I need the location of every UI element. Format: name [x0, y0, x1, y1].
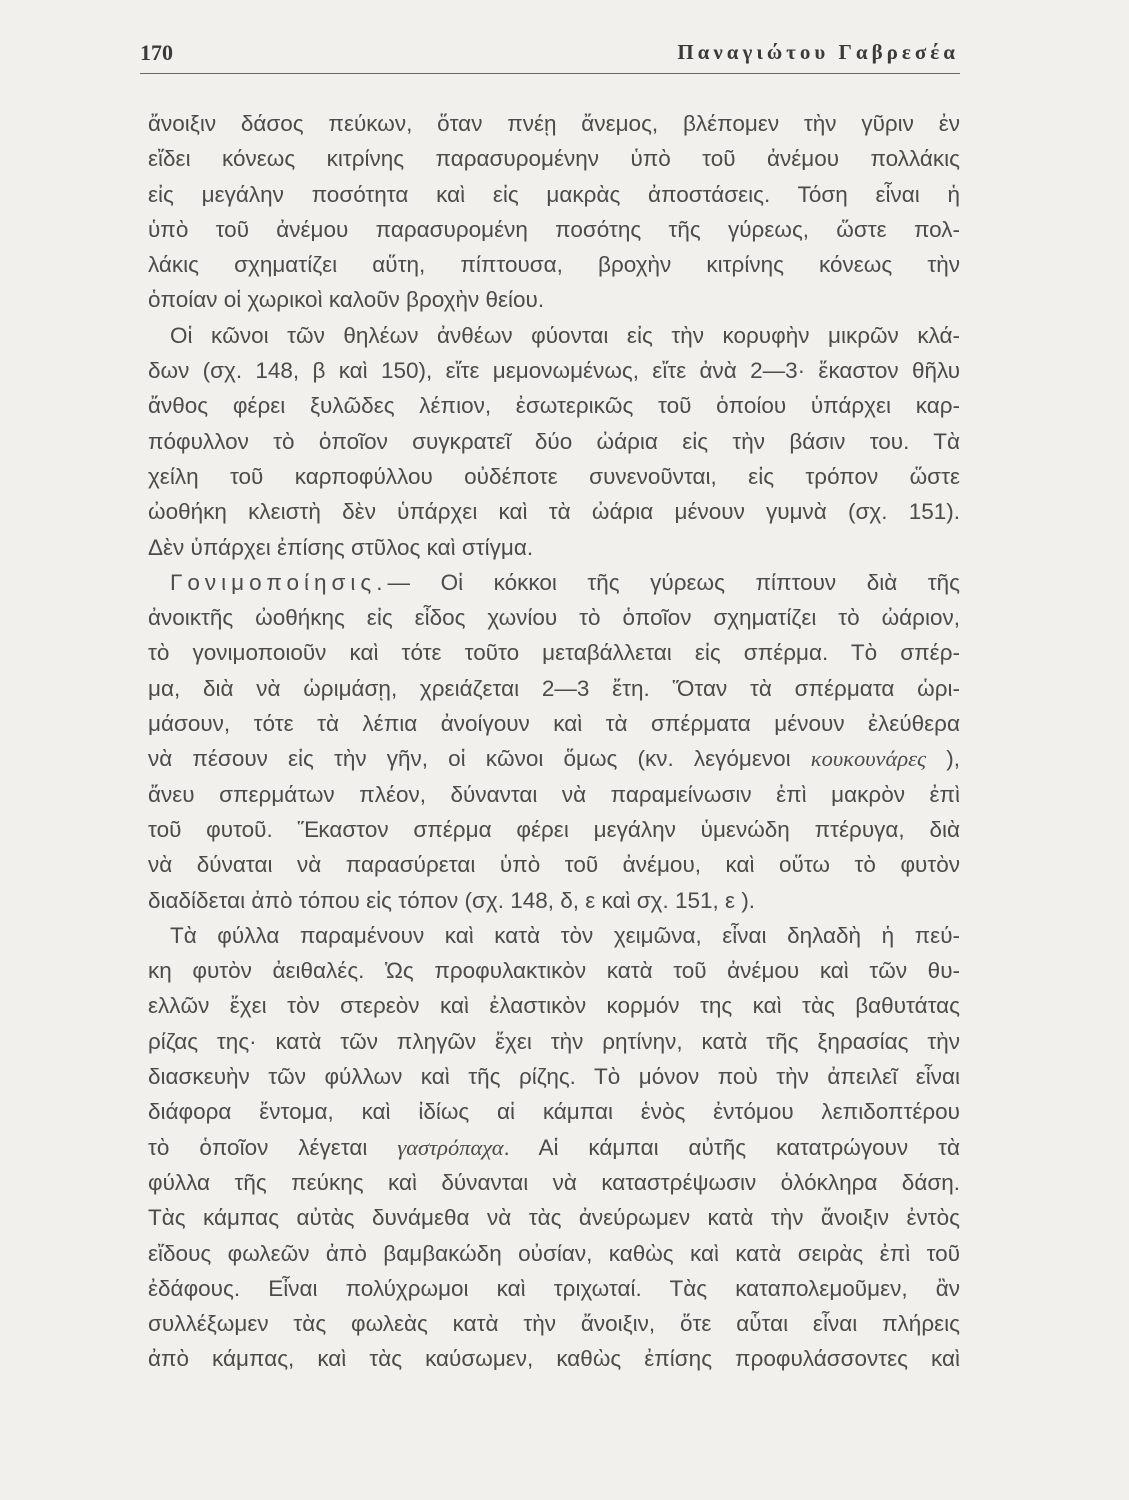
text-line [148, 459, 960, 494]
header-rule [140, 73, 960, 74]
text-line [148, 212, 960, 247]
text-line [148, 1094, 960, 1129]
text-segment: ὁποίαν οἱ χωρικοὶ καλοῦν βροχὴν θείου. [148, 287, 545, 313]
text-segment: νὰ δύναται νὰ παρασύρεται ὑπὸ τοῦ ἀνέμου, καὶ οὕτω τὸ φυτὸν [148, 852, 960, 878]
text-line [148, 777, 960, 812]
text-segment: τοῦ φυτοῦ. Ἕκαστον σπέρμα φέρει μεγάλην ὑμενώδη πτέρυγα, διὰ [148, 816, 960, 842]
text-line [148, 883, 960, 918]
text-segment: ἐδάφους. Εἶναι πολύχρωμοι καὶ τριχωταί. Τὰς καταπολεμοῦμεν, ἂν [148, 1275, 960, 1301]
text-segment: ἄνοιξιν δάσος πεύκων, ὅταν πνέῃ ἄνεμος, βλέπομεν τὴν γῦριν ἐν [148, 111, 960, 136]
text-segment: Δὲν ὑπάρχει ἐπίσης στῦλος καὶ στίγμα. [148, 534, 534, 560]
text-line [148, 282, 960, 317]
text-line [148, 953, 960, 988]
text-segment: . Αἱ κάμπαι αὐτῆς κατατρώγουν τὰ [503, 1134, 960, 1160]
text-line [148, 141, 960, 176]
text-segment: πόφυλλον τὸ ὁποῖον συγκρατεῖ δύο ὠάρια εἰς τὴν βάσιν του. Τὰ [148, 428, 960, 454]
text-line [148, 1271, 960, 1306]
text-segment: τὸ γονιμοποιοῦν καὶ τότε τοῦτο μεταβάλλεται εἰς σπέρμα. Τὸ σπέρ- [148, 640, 960, 666]
text-segment: λάκις σχηματίζει αὕτη, πίπτουσα, βροχὴν κιτρίνης κόνεως τὴν [148, 252, 960, 278]
text-segment: εἴδει κόνεως κιτρίνης παρασυρομένην ὑπὸ τοῦ ἀνέμου πολλάκις [148, 146, 960, 172]
text-segment: μάσουν, τότε τὰ λέπια ἀνοίγουν καὶ τὰ σπέρματα μένουν ἐλεύθερα [148, 711, 960, 737]
running-title: Παναγιώτου Γαβρεσέα [677, 40, 959, 64]
text-line [148, 1165, 960, 1200]
text-line [148, 1200, 960, 1235]
text-line [148, 424, 960, 459]
text-line [148, 494, 960, 529]
text-segment: κη φυτὸν ἀειθαλές. Ὡς προφυλακτικὸν κατὰ τοῦ ἀνέμου καὶ τῶν θυ- [148, 958, 960, 984]
text-segment: ὠοθήκη κλειστὴ δὲν ὑπάρχει καὶ τὰ ὠάρια μένουν γυμνὰ (σχ. 151). [148, 499, 960, 525]
italic-term: γαστρόπαχα [397, 1134, 504, 1160]
text-segment: εἴδους φωλεῶν ἀπὸ βαμβακώδη οὐσίαν, καθὼς καὶ κατὰ σειρὰς ἐπὶ τοῦ [148, 1240, 960, 1266]
text-segment: συλλέξωμεν τὰς φωλεὰς κατὰ τὴν ἄνοιξιν, ὅτε αὗται εἶναι πλήρεις [148, 1311, 960, 1337]
text-line [148, 530, 960, 565]
text-segment: δων (σχ. 148, β καὶ 150), εἴτε μεμονωμένως, εἴτε ἀνὰ 2—3· ἕκαστον θῆλυ [148, 358, 960, 384]
text-line [148, 1236, 960, 1271]
text-line [148, 565, 960, 600]
text-line [148, 600, 960, 635]
text-segment: εἰς μεγάλην ποσότητα καὶ εἰς μακρὰς ἀποστάσεις. Τόση εἶναι ἡ [148, 181, 960, 207]
text-segment: ελλῶν ἔχει τὸν στερεὸν καὶ ἐλαστικὸν κορμόν της καὶ τὰς βαθυτάτας [148, 993, 960, 1019]
text-line [148, 988, 960, 1023]
section-heading: Γονιμοποίησις. [170, 569, 388, 595]
text-segment: χείλη τοῦ καρποφύλλου οὐδέποτε συνενοῦνται, εἰς τρόπον ὥστε [148, 463, 960, 489]
text-segment: διασκευὴν τῶν φύλλων καὶ τῆς ρίζης. Τὸ μόνον ποὺ τὴν ἀπειλεῖ εἶναι [148, 1064, 960, 1090]
text-segment: ἄνθος φέρει ξυλῶδες λέπιον, ἐσωτερικῶς τοῦ ὁποίου ὑπάρχει καρ- [148, 393, 960, 419]
text-line [148, 918, 960, 953]
text-line [148, 1024, 960, 1059]
text-line [148, 353, 960, 388]
text-segment: διαδίδεται ἀπὸ τόπου εἰς τόπον (σχ. 148, δ, ε καὶ σχ. 151, ε ). [148, 887, 756, 913]
text-segment: φύλλα τῆς πεύκης καὶ δύνανται νὰ καταστρέψωσιν ὁλόκληρα δάση. [148, 1169, 960, 1195]
text-segment: ἀνοικτῆς ὠοθήκης εἰς εἶδος χωνίου τὸ ὁποῖον σχηματίζει τὸ ὠάριον, [148, 605, 960, 631]
text-line [148, 388, 960, 423]
text-segment: τὸ ὁποῖον λέγεται [148, 1134, 398, 1160]
text-line [148, 1059, 960, 1094]
text-segment: ρίζας της· κατὰ τῶν πληγῶν ἔχει τὴν ρητίνην, κατὰ τῆς ξηρασίας τὴν [148, 1028, 960, 1054]
text-segment: ἄνευ σπερμάτων πλέον, δύνανται νὰ παραμείνωσιν ἐπὶ μακρὸν ἐπὶ [148, 781, 960, 807]
text-segment: μα, διὰ νὰ ὡριμάσῃ, χρειάζεται 2—3 ἔτη. Ὅταν τὰ σπέρματα ὡρι- [148, 675, 960, 701]
text-line [148, 812, 960, 847]
text-line [148, 671, 960, 706]
text-segment: Οἱ κῶνοι τῶν θηλέων ἀνθέων φύονται εἰς τὴν κορυφὴν μικρῶν κλά- [170, 322, 960, 348]
text-segment: διάφορα ἔντομα, καὶ ἰδίως αἱ κάμπαι ἑνὸς ἐντόμου λεπιδοπτέρου [148, 1099, 960, 1125]
text-segment: ὑπὸ τοῦ ἀνέμου παρασυρομένη ποσότης τῆς γύρεως, ὥστε πολ- [148, 216, 960, 242]
text-line [148, 635, 960, 670]
body-text [148, 106, 960, 1377]
text-line [148, 1306, 960, 1341]
text-line [148, 1130, 960, 1165]
text-segment: νὰ πέσουν εἰς τὴν γῆν, οἱ κῶνοι ὅμως (κν. λεγόμενοι [148, 746, 811, 772]
text-line [148, 247, 960, 282]
italic-term: κουκουνάρες [810, 746, 927, 772]
text-line [148, 318, 960, 353]
text-line [148, 106, 960, 141]
text-segment: Τὰ φύλλα παραμένουν καὶ κατὰ τὸν χειμῶνα, εἶναι δηλαδὴ ἡ πεύ- [170, 922, 960, 948]
text-line [148, 706, 960, 741]
page-number: 170 [140, 40, 173, 65]
text-segment: — Οἱ κόκκοι τῆς γύρεως πίπτουν διὰ τῆς [387, 569, 960, 595]
text-line [148, 847, 960, 882]
text-line [148, 1341, 960, 1376]
text-line [148, 741, 960, 776]
text-segment: Τὰς κάμπας αὐτὰς δυνάμεθα νὰ τὰς ἀνεύρωμεν κατὰ τὴν ἄνοιξιν ἐντὸς [148, 1205, 960, 1231]
text-line [148, 177, 960, 212]
text-segment: ), [926, 746, 961, 772]
text-segment: ἀπὸ κάμπας, καὶ τὰς καύσωμεν, καθὼς ἐπίσης προφυλάσσοντες καὶ [148, 1346, 960, 1372]
